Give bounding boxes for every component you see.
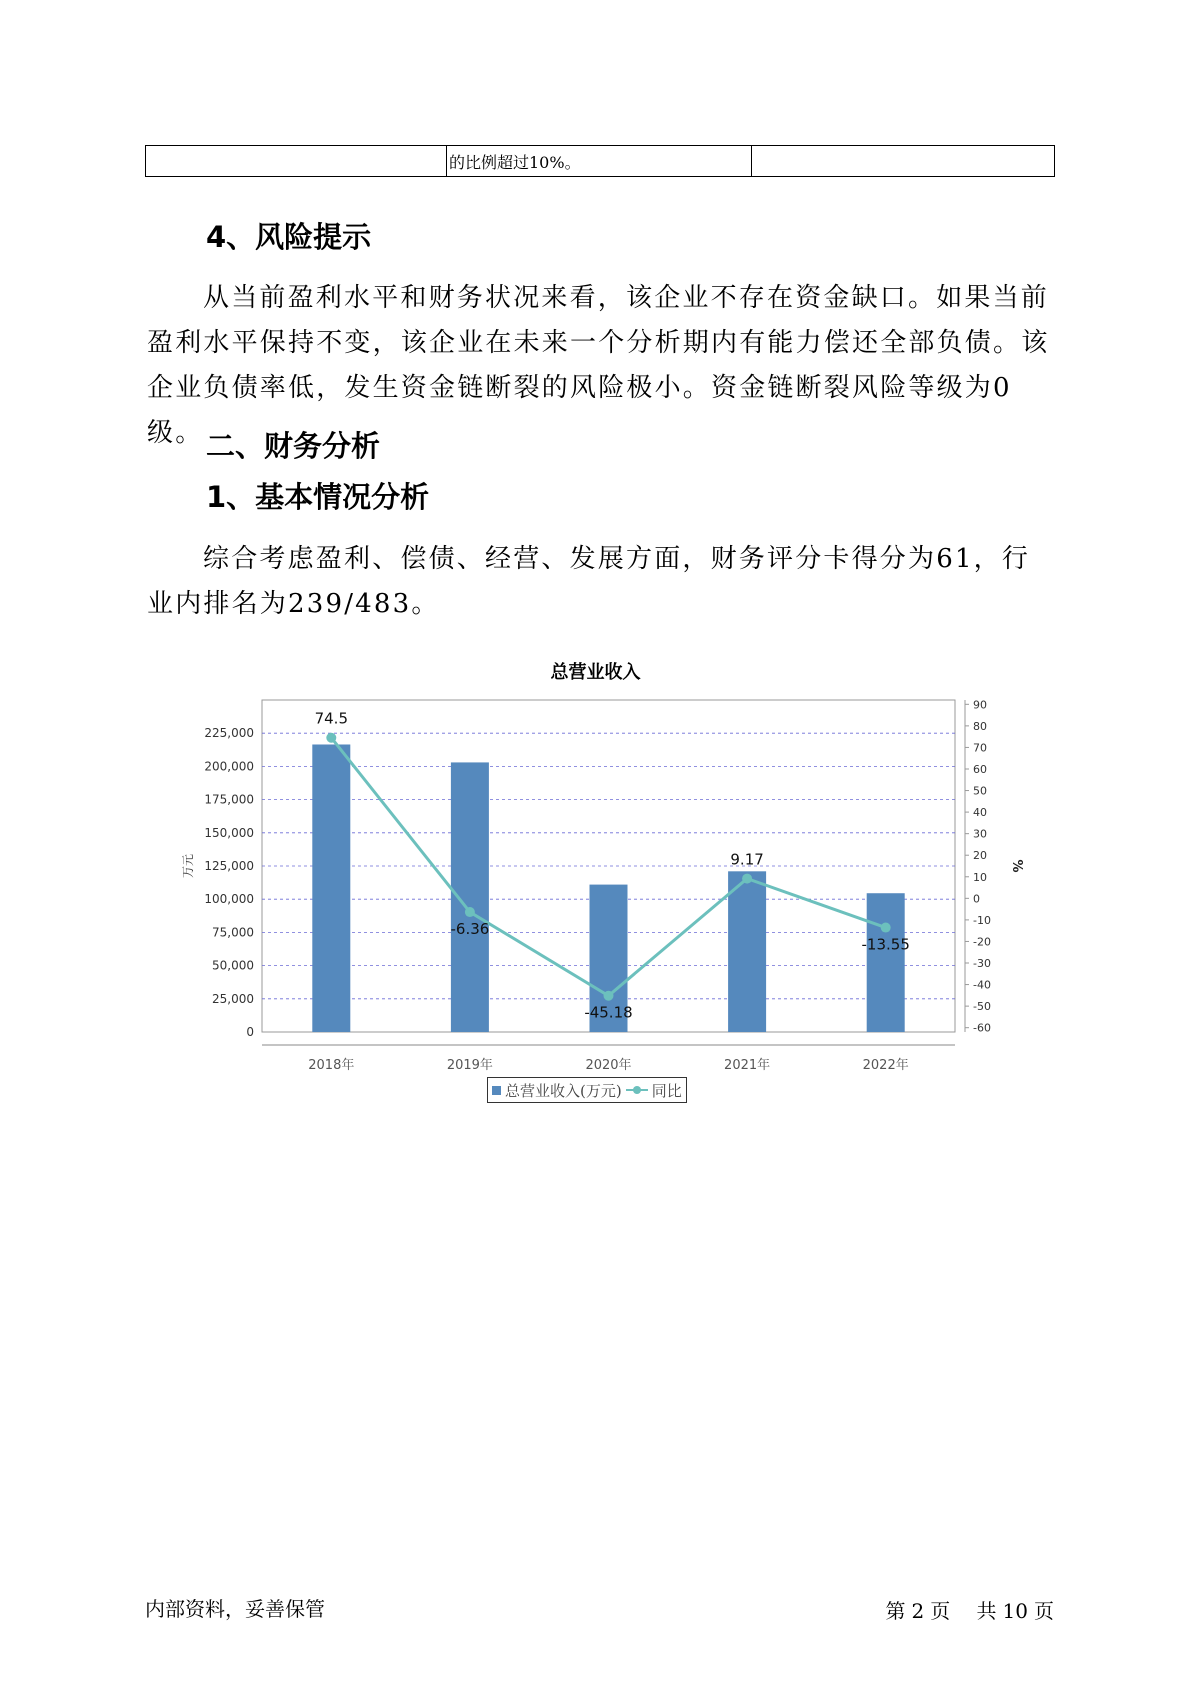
total-number: 10 bbox=[1002, 1599, 1028, 1623]
y2-tick-label: -50 bbox=[973, 1000, 991, 1014]
total-label: 共 bbox=[976, 1599, 997, 1623]
yoy-point bbox=[881, 923, 891, 933]
risk-table-fragment bbox=[145, 145, 1055, 177]
page-number: 2 bbox=[911, 1599, 925, 1623]
x-tick-label: 2021年 bbox=[724, 1058, 771, 1073]
yoy-point bbox=[465, 907, 475, 917]
y-tick-label: 200,000 bbox=[204, 759, 254, 774]
y2-tick-label: 30 bbox=[973, 827, 987, 841]
yoy-data-label: -13.55 bbox=[861, 935, 910, 954]
y-tick-label: 50,000 bbox=[212, 958, 254, 973]
y2-tick-label: -20 bbox=[973, 935, 991, 949]
total-unit: 页 bbox=[1034, 1599, 1054, 1623]
y-tick-label: 100,000 bbox=[204, 892, 254, 907]
y-tick-label: 225,000 bbox=[204, 726, 254, 741]
y-tick-label: 75,000 bbox=[212, 925, 254, 940]
y2-tick-label: 90 bbox=[973, 698, 987, 712]
yoy-point bbox=[604, 991, 614, 1001]
y2-tick-label: 10 bbox=[973, 870, 987, 884]
table-cell bbox=[752, 146, 1055, 177]
basic-analysis-heading: 1、基本情况分析 bbox=[206, 480, 430, 514]
y2-tick-label: 40 bbox=[973, 806, 987, 820]
y2-tick-label: 0 bbox=[973, 892, 980, 906]
basic-analysis-paragraph: 综合考虑盈利、偿债、经营、发展方面，财务评分卡得分为61，行业内排名为239/483。 bbox=[147, 544, 1031, 619]
y2-tick-label: 50 bbox=[973, 784, 987, 798]
risk-paragraph: 从当前盈利水平和财务状况来看，该企业不存在资金缺口。如果当前盈利水平保持不变，该企业在未来一个分析期内有能力偿还全部负债。该企业负债率低，发生资金链断裂的风险极小。资金链断裂风险等级为0级。 bbox=[147, 283, 1050, 448]
chart-legend bbox=[487, 1077, 687, 1103]
x-tick-label: 2018年 bbox=[308, 1058, 355, 1073]
y-tick-label: 175,000 bbox=[204, 792, 254, 807]
y2-tick-label: 60 bbox=[973, 762, 987, 776]
yoy-data-label: 9.17 bbox=[730, 850, 764, 869]
yoy-point bbox=[326, 733, 336, 743]
x-tick-label: 2022年 bbox=[862, 1058, 909, 1073]
y2-tick-label: 70 bbox=[973, 741, 987, 755]
x-tick-label: 2019年 bbox=[446, 1058, 493, 1073]
y2-tick-label: 80 bbox=[973, 719, 987, 733]
page-label: 第 bbox=[885, 1599, 906, 1623]
legend-line-label: 同比 bbox=[651, 1081, 682, 1100]
y2-axis-label: % bbox=[1009, 859, 1024, 873]
line-swatch-icon bbox=[626, 1084, 648, 1096]
yoy-data-label: -45.18 bbox=[584, 1003, 633, 1022]
table-cell bbox=[146, 146, 447, 177]
y-tick-label: 150,000 bbox=[204, 825, 254, 840]
footer-pagination bbox=[879, 1595, 1054, 1624]
y2-tick-label: -30 bbox=[973, 957, 991, 971]
y-tick-label: 125,000 bbox=[204, 859, 254, 873]
yoy-data-label: -6.36 bbox=[450, 920, 490, 939]
y-tick-label: 0 bbox=[246, 1025, 254, 1039]
revenue-chart bbox=[170, 690, 1040, 1075]
table-row bbox=[146, 146, 1055, 177]
revenue-bar bbox=[867, 893, 905, 1032]
bar-swatch-icon bbox=[492, 1086, 501, 1095]
table-cell: 的比例超过10%。 bbox=[447, 146, 752, 177]
y2-tick-label: 20 bbox=[973, 849, 987, 863]
page-unit: 页 bbox=[930, 1599, 951, 1623]
finance-heading: 二、财务分析 bbox=[206, 429, 381, 463]
y2-tick-label: -60 bbox=[973, 1021, 991, 1035]
y2-tick-label: -40 bbox=[973, 978, 991, 992]
y2-tick-label: -10 bbox=[973, 913, 991, 927]
revenue-bar bbox=[728, 871, 766, 1032]
yoy-data-label: 74.5 bbox=[314, 709, 349, 728]
legend-bar-label: 总营业收入(万元) bbox=[505, 1081, 622, 1100]
risk-heading: 4、风险提示 bbox=[206, 220, 372, 254]
y-axis-label: 万元 bbox=[181, 853, 195, 879]
footer-confidential: 内部资料，妥善保管 bbox=[145, 1597, 325, 1621]
revenue-bar bbox=[312, 744, 350, 1032]
yoy-point bbox=[742, 874, 752, 884]
x-tick-label: 2020年 bbox=[585, 1058, 632, 1073]
y-tick-label: 25,000 bbox=[212, 991, 254, 1006]
chart-title: 总营业收入 bbox=[550, 662, 641, 683]
